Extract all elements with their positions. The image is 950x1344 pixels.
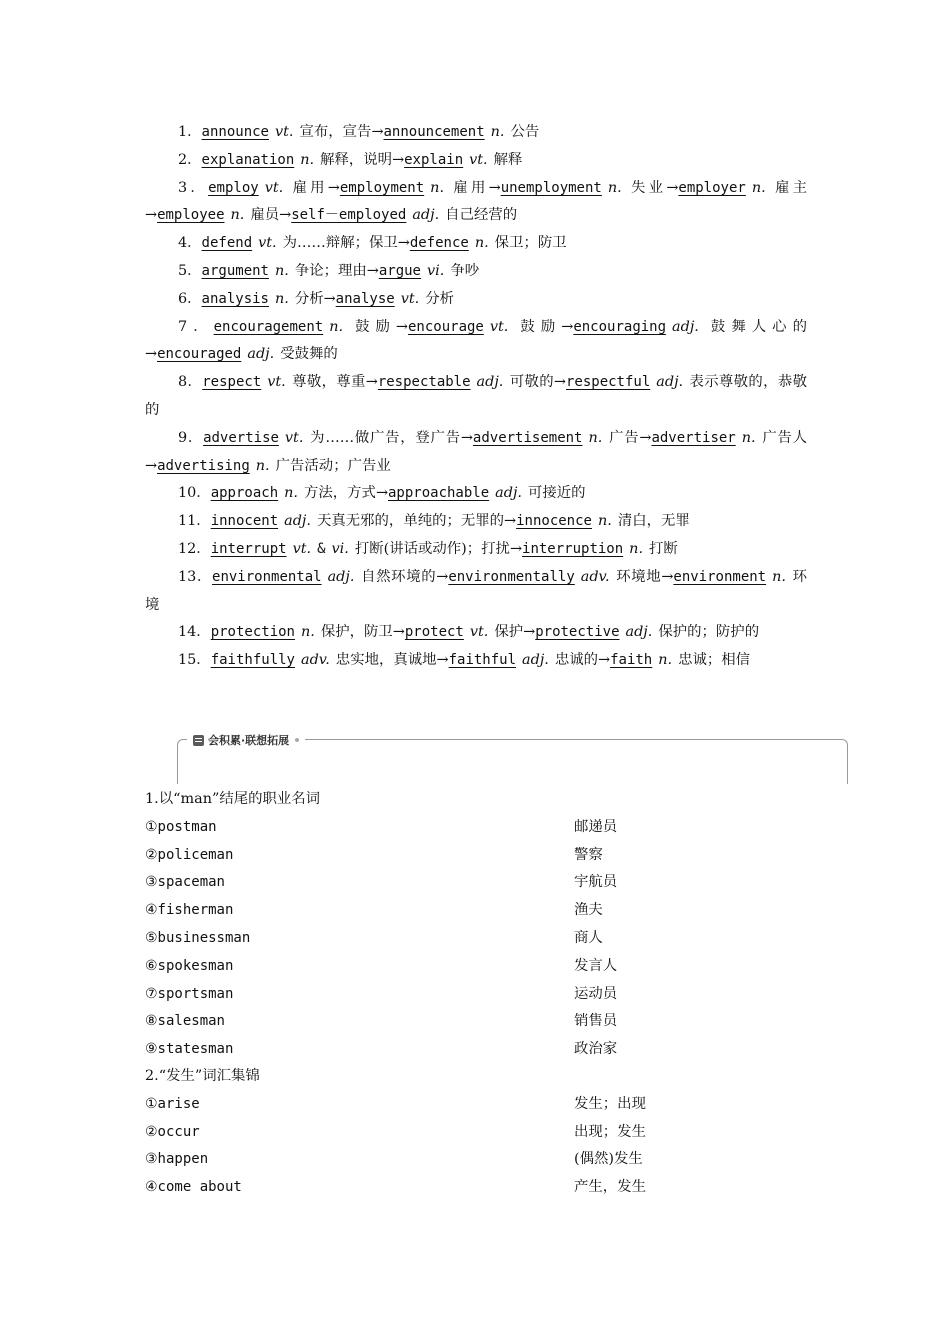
vocab-word: protection <box>210 624 295 641</box>
entry-meaning: 分析→ <box>294 290 336 307</box>
english-term: ①postman <box>145 818 217 835</box>
vocab-word: unemployment <box>500 179 602 196</box>
vocab-word: advertise <box>203 429 279 446</box>
vocab-word: faithfully <box>210 652 295 669</box>
vocabulary-list <box>145 119 807 675</box>
vocab-word: analysis <box>201 290 269 307</box>
entry-meaning: 争吵 <box>450 262 480 279</box>
english-term: ③spaceman <box>145 874 225 891</box>
part-of-speech: n. <box>301 624 315 641</box>
list-item <box>145 897 807 925</box>
part-of-speech: adj. <box>247 346 275 363</box>
part-of-speech: vt. <box>274 124 294 140</box>
vocab-word: interruption <box>522 540 624 557</box>
entry-meaning: 可接近的 <box>527 485 586 502</box>
section-happen-words <box>145 1063 807 1202</box>
entry-meaning: 为……辩解；保卫→ <box>282 235 410 252</box>
list-item <box>145 842 807 870</box>
part-of-speech: n. <box>300 151 315 168</box>
entry-number: 10． <box>178 485 211 502</box>
vocab-word: faithful <box>448 652 517 669</box>
part-of-speech: adj. <box>656 374 684 391</box>
entry-number: 15． <box>178 652 211 669</box>
entry-meaning: 为……做广告，登广告→ <box>309 429 473 446</box>
vocab-word: explanation <box>201 151 295 168</box>
vocab-word: announce <box>201 124 269 140</box>
vocab-word: environmental <box>212 568 322 585</box>
part-of-speech: vt. <box>400 290 420 307</box>
chinese-meaning: 产生，发生 <box>574 1179 646 1196</box>
entry-meaning: 解释，说明→ <box>320 151 405 168</box>
section-title: 2.“发生”词汇集锦 <box>145 1068 260 1084</box>
part-of-speech: vt. <box>264 179 284 196</box>
part-of-speech: n. <box>772 568 786 585</box>
part-of-speech: n. <box>607 179 622 196</box>
entry-meaning: 广告活动；广告业 <box>275 457 391 474</box>
vocab-entry <box>145 119 807 147</box>
entry-number: 14． <box>178 624 211 641</box>
vocab-word: interrupt <box>210 540 287 557</box>
entry-meaning: 天真无邪的，单纯的；无罪的→ <box>316 513 517 530</box>
entry-meaning: 保护的；防护的 <box>658 624 760 641</box>
entry-meaning: 保卫；防卫 <box>494 235 567 252</box>
part-of-speech: vt. <box>489 318 509 335</box>
chinese-meaning: 渔夫 <box>574 902 603 919</box>
chinese-meaning: 销售员 <box>574 1013 618 1030</box>
entry-meaning: 分析 <box>425 290 454 307</box>
entry-meaning: 可敬的→ <box>509 374 566 391</box>
vocab-word: innocence <box>516 513 592 530</box>
english-term: ②policeman <box>145 846 234 863</box>
entry-number: 7． <box>178 318 214 335</box>
entry-meaning: 清白，无罪 <box>617 513 690 530</box>
part-of-speech: n. <box>274 290 289 307</box>
chinese-meaning: 运动员 <box>574 985 618 1002</box>
vocab-word: encourage <box>408 318 484 335</box>
entry-meaning: 雇员→ <box>250 207 292 224</box>
banner-title: 会积累·联想拓展 <box>208 734 290 747</box>
part-of-speech: vi. <box>331 540 349 557</box>
part-of-speech: adv. <box>580 568 610 585</box>
entry-number: 11． <box>178 513 211 530</box>
vocab-word: defence <box>409 235 469 252</box>
vocab-entry <box>145 230 807 258</box>
list-item <box>145 869 807 897</box>
list-item <box>145 1091 807 1119</box>
chinese-meaning: 邮递员 <box>574 818 618 835</box>
part-of-speech: vt. <box>284 429 304 446</box>
entry-meaning: 鼓励→ <box>349 318 408 335</box>
entry-meaning: 表示尊敬的，恭敬的 <box>145 374 807 418</box>
part-of-speech: vt. <box>292 540 312 557</box>
vocab-word: employment <box>339 179 425 196</box>
vocab-word: argue <box>378 262 421 279</box>
vocab-entry <box>145 175 807 231</box>
entry-number: 3． <box>178 179 209 196</box>
entry-number: 2． <box>178 151 202 168</box>
part-of-speech: adj. <box>284 513 311 530</box>
entry-meaning: 保护，防卫→ <box>320 624 405 641</box>
entry-meaning: 忠诚；相信 <box>678 652 751 669</box>
part-of-speech: n. <box>658 652 673 669</box>
entry-meaning: 鼓励→ <box>514 318 574 335</box>
entry-meaning: 环境地→ <box>615 568 674 585</box>
vocab-entry <box>145 314 807 370</box>
vocab-word: advertisement <box>472 429 583 446</box>
part-of-speech: vt. <box>469 151 488 168</box>
entry-meaning: 自然环境的→ <box>360 568 449 585</box>
part-of-speech: n. <box>255 457 270 474</box>
list-item <box>145 981 807 1009</box>
entry-meaning: 广告→ <box>608 429 652 446</box>
vocab-word: protect <box>404 624 464 641</box>
entry-meaning: 争论；理由→ <box>294 262 379 279</box>
part-of-speech: vi. <box>427 262 445 279</box>
entry-meaning: 忠诚的→ <box>554 652 611 669</box>
part-of-speech: adj. <box>672 318 699 335</box>
connector-symbol: & <box>317 540 326 557</box>
entry-number: 12． <box>178 540 211 557</box>
part-of-speech: n. <box>629 540 644 557</box>
list-item <box>145 925 807 953</box>
vocab-word: innocent <box>210 513 279 530</box>
entry-number: 1． <box>178 124 202 140</box>
entry-meaning: 环境 <box>145 568 807 613</box>
vocab-word: respectful <box>565 374 651 391</box>
part-of-speech: vt. <box>469 624 489 641</box>
part-of-speech: vt. <box>267 374 286 391</box>
vocab-word: approach <box>210 485 279 502</box>
entry-meaning: 尊敬，尊重→ <box>291 374 378 391</box>
part-of-speech: adj. <box>495 485 522 502</box>
part-of-speech: adv. <box>301 652 330 669</box>
vocab-entry <box>145 564 807 620</box>
vocab-word: encouraging <box>573 318 667 335</box>
section-man-occupations <box>145 786 807 1064</box>
entry-meaning: 自己经营的 <box>445 207 518 224</box>
vocab-entry <box>145 619 807 647</box>
english-term: ⑥spokesman <box>145 957 234 974</box>
section-banner <box>177 733 848 783</box>
english-term: ③happen <box>145 1151 209 1168</box>
list-item <box>145 1174 807 1202</box>
vocab-entry <box>145 369 807 425</box>
entry-meaning: 雇用→ <box>289 179 340 196</box>
part-of-speech: n. <box>329 318 344 335</box>
part-of-speech: n. <box>430 179 445 196</box>
vocab-word: respect <box>202 374 262 391</box>
vocab-word: self－employed <box>291 207 407 224</box>
section-title: 1.以“man”结尾的职业名词 <box>145 791 321 807</box>
entry-meaning: 忠实地，真诚地→ <box>335 652 449 669</box>
chinese-meaning: 政治家 <box>574 1041 618 1058</box>
entry-number: 9． <box>178 429 204 446</box>
list-item <box>145 1008 807 1036</box>
vocab-entry <box>145 286 807 314</box>
list-item <box>145 1119 807 1147</box>
list-item <box>145 1146 807 1174</box>
chinese-meaning: 宇航员 <box>574 874 618 891</box>
english-term: ⑦sportsman <box>145 985 234 1002</box>
part-of-speech: n. <box>274 262 289 279</box>
chinese-meaning: 警察 <box>574 846 603 863</box>
entry-number: 13． <box>178 568 213 585</box>
english-term: ④come about <box>145 1179 242 1196</box>
entry-number: 8． <box>178 374 203 391</box>
part-of-speech: n. <box>588 429 603 446</box>
vocab-word: advertiser <box>651 429 736 446</box>
vocab-entry <box>145 647 807 675</box>
entry-meaning: 鼓舞人心的→ <box>145 318 807 363</box>
banner-tag <box>187 733 305 747</box>
vocab-word: explain <box>404 151 464 168</box>
vocab-entry <box>145 480 807 508</box>
part-of-speech: n. <box>741 429 756 446</box>
part-of-speech: n. <box>284 485 298 502</box>
vocab-word: encouragement <box>213 318 324 335</box>
vocab-word: environmentally <box>448 568 575 585</box>
english-term: ④fisherman <box>145 902 234 919</box>
part-of-speech: n. <box>751 179 766 196</box>
english-term: ⑨statesman <box>145 1041 234 1058</box>
vocab-word: argument <box>201 262 269 279</box>
chinese-meaning: 发言人 <box>574 957 618 974</box>
vocab-word: announcement <box>383 124 485 140</box>
part-of-speech: adj. <box>625 624 653 641</box>
entry-meaning: 雇用→ <box>450 179 501 196</box>
english-term: ⑤businessman <box>145 929 251 946</box>
vocab-word: approachable <box>388 485 490 502</box>
list-icon <box>193 735 204 746</box>
vocab-entry <box>145 508 807 536</box>
part-of-speech: adj. <box>522 652 549 669</box>
chinese-meaning: (偶然)发生 <box>574 1151 643 1168</box>
list-item <box>145 1036 807 1064</box>
chinese-meaning: 商人 <box>574 929 603 946</box>
entry-meaning: 保护→ <box>494 624 536 641</box>
list-item <box>145 814 807 842</box>
part-of-speech: adj. <box>327 568 355 585</box>
vocab-entry <box>145 147 807 175</box>
vocab-word: respectable <box>377 374 471 391</box>
part-of-speech: vt. <box>258 235 277 252</box>
entry-meaning: 打断 <box>649 540 678 557</box>
vocab-word: analyse <box>335 290 395 307</box>
vocab-word: faith <box>610 652 653 669</box>
chinese-meaning: 发生；出现 <box>574 1095 646 1112</box>
chinese-meaning: 出现；发生 <box>574 1123 646 1140</box>
entry-meaning: 解释 <box>493 151 523 168</box>
vocab-word: environment <box>673 568 767 585</box>
part-of-speech: n. <box>490 124 505 140</box>
vocab-word: employer <box>678 179 746 196</box>
entry-number: 6． <box>178 290 202 307</box>
vocab-word: encouraged <box>157 346 242 363</box>
entry-number: 4． <box>178 235 202 252</box>
entry-meaning: 公告 <box>510 124 540 140</box>
vocab-entry <box>145 425 807 481</box>
list-item <box>145 953 807 981</box>
vocab-word: defend <box>201 235 253 252</box>
vocab-word: employee <box>157 207 225 224</box>
entry-meaning: 宣布，宣告→ <box>299 124 384 140</box>
entry-meaning: 广告人→ <box>145 429 808 474</box>
part-of-speech: n. <box>597 513 612 530</box>
part-of-speech: adj. <box>476 374 504 391</box>
entry-number: 5． <box>178 262 202 279</box>
vocab-word: advertising <box>157 457 250 474</box>
entry-meaning: 雇主→ <box>145 179 808 224</box>
english-term: ①arise <box>145 1095 200 1112</box>
part-of-speech: n. <box>230 207 245 224</box>
entry-meaning: 受鼓舞的 <box>280 346 338 363</box>
entry-meaning: 失业→ <box>627 179 679 196</box>
vocab-word: protective <box>535 624 620 641</box>
entry-meaning: 打断(讲话或动作)；打扰→ <box>354 540 523 557</box>
vocab-word: employ <box>208 179 259 196</box>
part-of-speech: n. <box>474 235 489 252</box>
english-term: ⑧salesman <box>145 1013 225 1030</box>
vocab-entry <box>145 258 807 286</box>
dot-icon <box>295 738 299 742</box>
vocab-entry <box>145 536 807 564</box>
part-of-speech: adj. <box>412 207 440 224</box>
english-term: ②occur <box>145 1123 200 1140</box>
entry-meaning: 方法，方式→ <box>303 485 388 502</box>
